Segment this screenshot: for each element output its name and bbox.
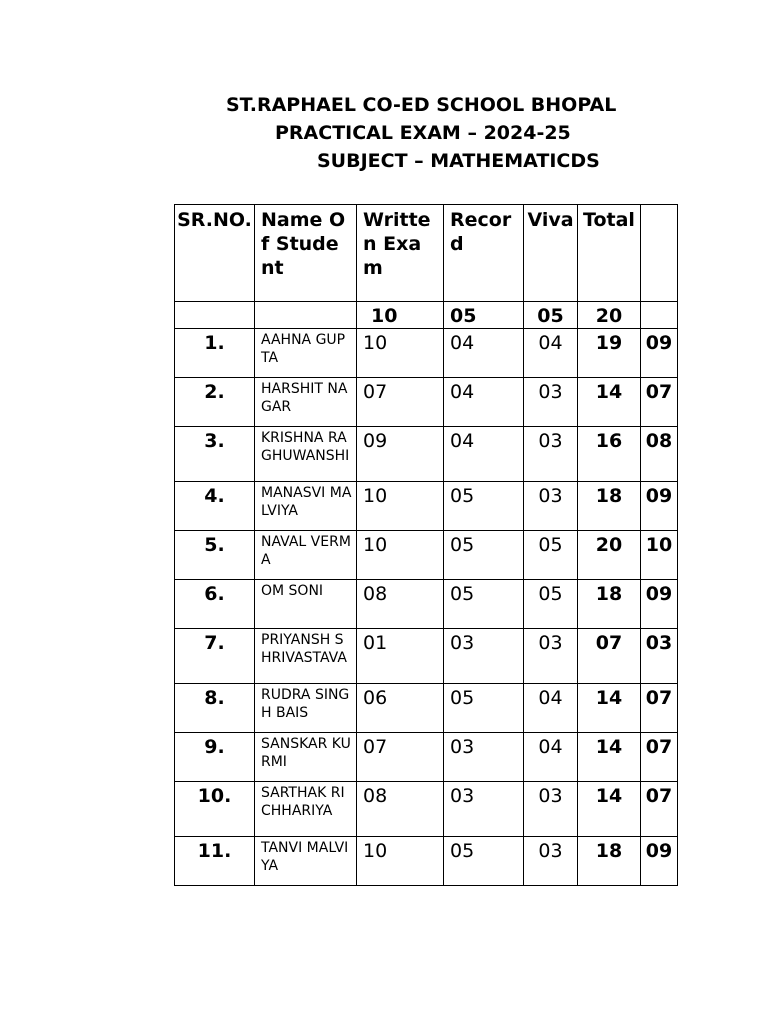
max-marks-record: 05 [444, 302, 524, 329]
cell-viva: 03 [524, 837, 578, 886]
table-row [175, 733, 678, 782]
cell-written: 01 [357, 629, 444, 684]
cell-viva: 03 [524, 482, 578, 531]
cell-written: 07 [357, 378, 444, 427]
cell-srno: 9. [175, 733, 255, 782]
cell-srno: 7. [175, 629, 255, 684]
cell-student-name: HARSHIT NAGAR [255, 378, 357, 427]
table-row [175, 629, 678, 684]
cell-last: 07 [641, 782, 678, 837]
cell-srno: 11. [175, 837, 255, 886]
cell-last: 09 [641, 580, 678, 629]
column-header-srno: SR.NO. [175, 205, 255, 302]
cell-written: 10 [357, 482, 444, 531]
table-row [175, 482, 678, 531]
column-header-name: Name Of Student [255, 205, 357, 302]
cell-total: 18 [578, 482, 641, 531]
max-marks-total: 20 [578, 302, 641, 329]
table-row [175, 837, 678, 886]
cell-student-name: PRIYANSH SHRIVASTAVA [255, 629, 357, 684]
max-marks-last [641, 302, 678, 329]
cell-student-name: MANASVI MALVIYA [255, 482, 357, 531]
cell-last: 07 [641, 733, 678, 782]
column-header-total: Total [578, 205, 641, 302]
cell-written: 08 [357, 580, 444, 629]
cell-viva: 03 [524, 782, 578, 837]
cell-written: 07 [357, 733, 444, 782]
cell-last: 09 [641, 482, 678, 531]
cell-student-name: OM SONI [255, 580, 357, 629]
cell-total: 19 [578, 329, 641, 378]
cell-record: 05 [444, 531, 524, 580]
max-marks-row [175, 302, 678, 329]
cell-record: 05 [444, 482, 524, 531]
cell-srno: 2. [175, 378, 255, 427]
cell-record: 05 [444, 837, 524, 886]
results-body [175, 329, 678, 886]
cell-srno: 1. [175, 329, 255, 378]
table-row [175, 378, 678, 427]
cell-student-name: RUDRA SINGH BAIS [255, 684, 357, 733]
cell-student-name: SANSKAR KURMI [255, 733, 357, 782]
cell-student-name: NAVAL VERMA [255, 531, 357, 580]
cell-total: 20 [578, 531, 641, 580]
cell-last: 10 [641, 531, 678, 580]
cell-record: 04 [444, 427, 524, 482]
table-row [175, 531, 678, 580]
cell-total: 18 [578, 580, 641, 629]
max-marks-name [255, 302, 357, 329]
table-row [175, 580, 678, 629]
column-header-last [641, 205, 678, 302]
cell-record: 03 [444, 782, 524, 837]
cell-record: 05 [444, 580, 524, 629]
cell-srno: 10. [175, 782, 255, 837]
cell-written: 10 [357, 531, 444, 580]
cell-srno: 6. [175, 580, 255, 629]
results-table [174, 204, 678, 886]
cell-total: 16 [578, 427, 641, 482]
max-marks-srno [175, 302, 255, 329]
cell-last: 03 [641, 629, 678, 684]
cell-viva: 03 [524, 629, 578, 684]
column-header-row [175, 205, 678, 302]
cell-last: 09 [641, 329, 678, 378]
table-row [175, 329, 678, 378]
max-marks-viva: 05 [524, 302, 578, 329]
cell-record: 04 [444, 329, 524, 378]
table-row [175, 782, 678, 837]
cell-last: 09 [641, 837, 678, 886]
column-header-record: Record [444, 205, 524, 302]
cell-total: 18 [578, 837, 641, 886]
cell-viva: 03 [524, 427, 578, 482]
table-row [175, 684, 678, 733]
cell-srno: 5. [175, 531, 255, 580]
cell-total: 07 [578, 629, 641, 684]
cell-written: 08 [357, 782, 444, 837]
cell-last: 07 [641, 378, 678, 427]
cell-student-name: SARTHAK RICHHARIYA [255, 782, 357, 837]
cell-total: 14 [578, 733, 641, 782]
cell-written: 10 [357, 837, 444, 886]
cell-last: 08 [641, 427, 678, 482]
cell-record: 03 [444, 629, 524, 684]
cell-written: 10 [357, 329, 444, 378]
cell-last: 07 [641, 684, 678, 733]
cell-viva: 04 [524, 684, 578, 733]
cell-viva: 04 [524, 733, 578, 782]
exam-title: PRACTICAL EXAM – 2024-25 [275, 122, 571, 144]
cell-total: 14 [578, 782, 641, 837]
column-header-written: Written Exam [357, 205, 444, 302]
cell-record: 05 [444, 684, 524, 733]
cell-srno: 8. [175, 684, 255, 733]
cell-written: 06 [357, 684, 444, 733]
cell-student-name: AAHNA GUPTA [255, 329, 357, 378]
cell-total: 14 [578, 684, 641, 733]
cell-total: 14 [578, 378, 641, 427]
cell-srno: 3. [175, 427, 255, 482]
max-marks-written: 10 [357, 302, 444, 329]
cell-student-name: KRISHNA RAGHUWANSHI [255, 427, 357, 482]
cell-viva: 03 [524, 378, 578, 427]
table-row [175, 427, 678, 482]
cell-record: 03 [444, 733, 524, 782]
cell-student-name: TANVI MALVIYA [255, 837, 357, 886]
cell-written: 09 [357, 427, 444, 482]
cell-viva: 05 [524, 580, 578, 629]
cell-viva: 04 [524, 329, 578, 378]
cell-viva: 05 [524, 531, 578, 580]
cell-record: 04 [444, 378, 524, 427]
subject-title: SUBJECT – MATHEMATICDS [317, 150, 600, 172]
cell-srno: 4. [175, 482, 255, 531]
school-name: ST.RAPHAEL CO-ED SCHOOL BHOPAL [226, 94, 617, 116]
column-header-viva: Viva [524, 205, 578, 302]
